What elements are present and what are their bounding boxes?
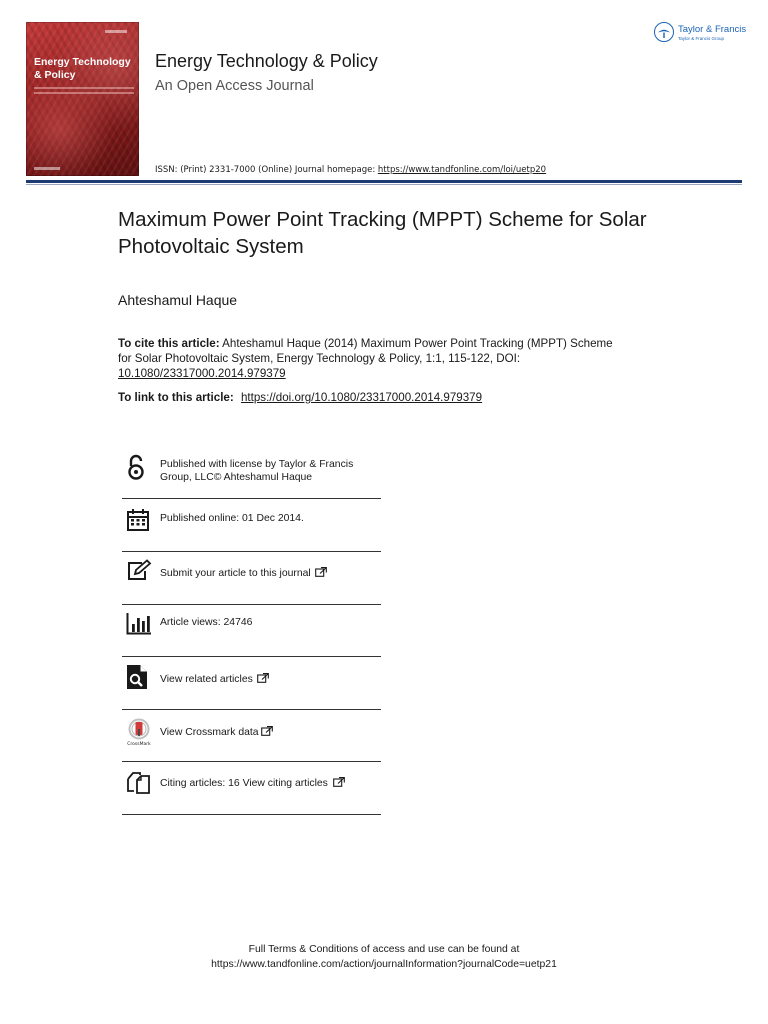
citing-articles-icon <box>126 771 152 799</box>
taylor-francis-logo[interactable] <box>653 21 748 47</box>
external-link-icon <box>333 777 345 787</box>
cover-issn-tag <box>105 30 127 33</box>
external-link-icon <box>315 567 327 577</box>
license-row <box>122 446 381 499</box>
crossmark-icon <box>126 718 152 750</box>
terms-url[interactable]: https://www.tandfonline.com/action/journalInformation?journalCode=uetp21 <box>211 958 557 970</box>
cover-subtitle-lines <box>34 84 134 98</box>
terms-footer <box>0 943 768 972</box>
article-link-line <box>118 391 482 404</box>
issn-text: ISSN: (Print) 2331-7000 (Online) Journal homepage: <box>155 165 378 175</box>
crossmark-link[interactable] <box>160 726 380 740</box>
cover-title: Energy Technology & Policy <box>34 56 131 81</box>
citing-link[interactable] <box>160 777 380 791</box>
issn-line <box>155 165 546 175</box>
link-label: To link to this article: <box>118 391 237 404</box>
submit-text: Submit your article to this journal <box>160 568 311 579</box>
external-link-icon <box>257 673 269 683</box>
related-row[interactable] <box>122 657 381 710</box>
journal-title: Energy Technology & Policy <box>155 51 378 71</box>
cite-text: Ahteshamul Haque (2014) Maximum Power Point Tracking (MPPT) Scheme for Solar Photovoltaic System, Energy Technology & Policy, 1:1, 115-122, DOI: <box>118 337 613 365</box>
cover-publisher-mark <box>34 167 60 170</box>
journal-cover-image <box>26 22 139 176</box>
journal-subtitle: An Open Access Journal <box>155 78 314 94</box>
views-row <box>122 605 381 657</box>
bar-chart-icon <box>126 613 152 639</box>
open-access-icon <box>126 454 146 486</box>
citing-row[interactable] <box>122 762 381 815</box>
cite-label: To cite this article: <box>118 337 220 350</box>
terms-line: Full Terms & Conditions of access and use can be found at <box>248 944 520 955</box>
article-author: Ahteshamul Haque <box>118 292 238 308</box>
publisher-group: Taylor & Francis Group <box>678 36 725 41</box>
article-title: Maximum Power Point Tracking (MPPT) Scheme for Solar Photovoltaic System <box>118 208 647 258</box>
views-text: Article views: 24746 <box>160 617 253 628</box>
citation-block <box>118 337 618 381</box>
cite-doi-link[interactable]: 10.1080/23317000.2014.979379 <box>118 366 286 380</box>
pencil-edit-icon <box>126 559 152 587</box>
document-search-icon <box>126 664 148 694</box>
related-link[interactable] <box>160 673 380 687</box>
citing-text: Citing articles: 16 View citing articles <box>160 778 328 789</box>
published-text: Published online: 01 Dec 2014. <box>160 513 304 524</box>
publisher-name: Taylor & Francis <box>678 24 747 35</box>
submit-link[interactable] <box>160 567 380 581</box>
header-divider-thin <box>26 184 742 185</box>
published-row <box>122 499 381 552</box>
header-divider <box>26 180 742 183</box>
license-text: Published with license by Taylor & Francis Group, LLC© Ahteshamul Haque <box>160 459 354 483</box>
crossmark-row[interactable] <box>122 710 381 762</box>
related-text: View related articles <box>160 674 253 685</box>
article-doi-link[interactable]: https://doi.org/10.1080/23317000.2014.979379 <box>240 391 483 404</box>
journal-homepage-link[interactable]: https://www.tandfonline.com/loi/uetp20 <box>377 165 547 175</box>
crossmark-text: View Crossmark data <box>160 727 259 738</box>
external-link-icon <box>261 726 273 736</box>
submit-row[interactable] <box>122 552 381 605</box>
taylor-francis-logo-icon <box>654 22 674 42</box>
svg-text:CrossMark: CrossMark <box>127 742 151 746</box>
calendar-icon <box>126 508 150 536</box>
